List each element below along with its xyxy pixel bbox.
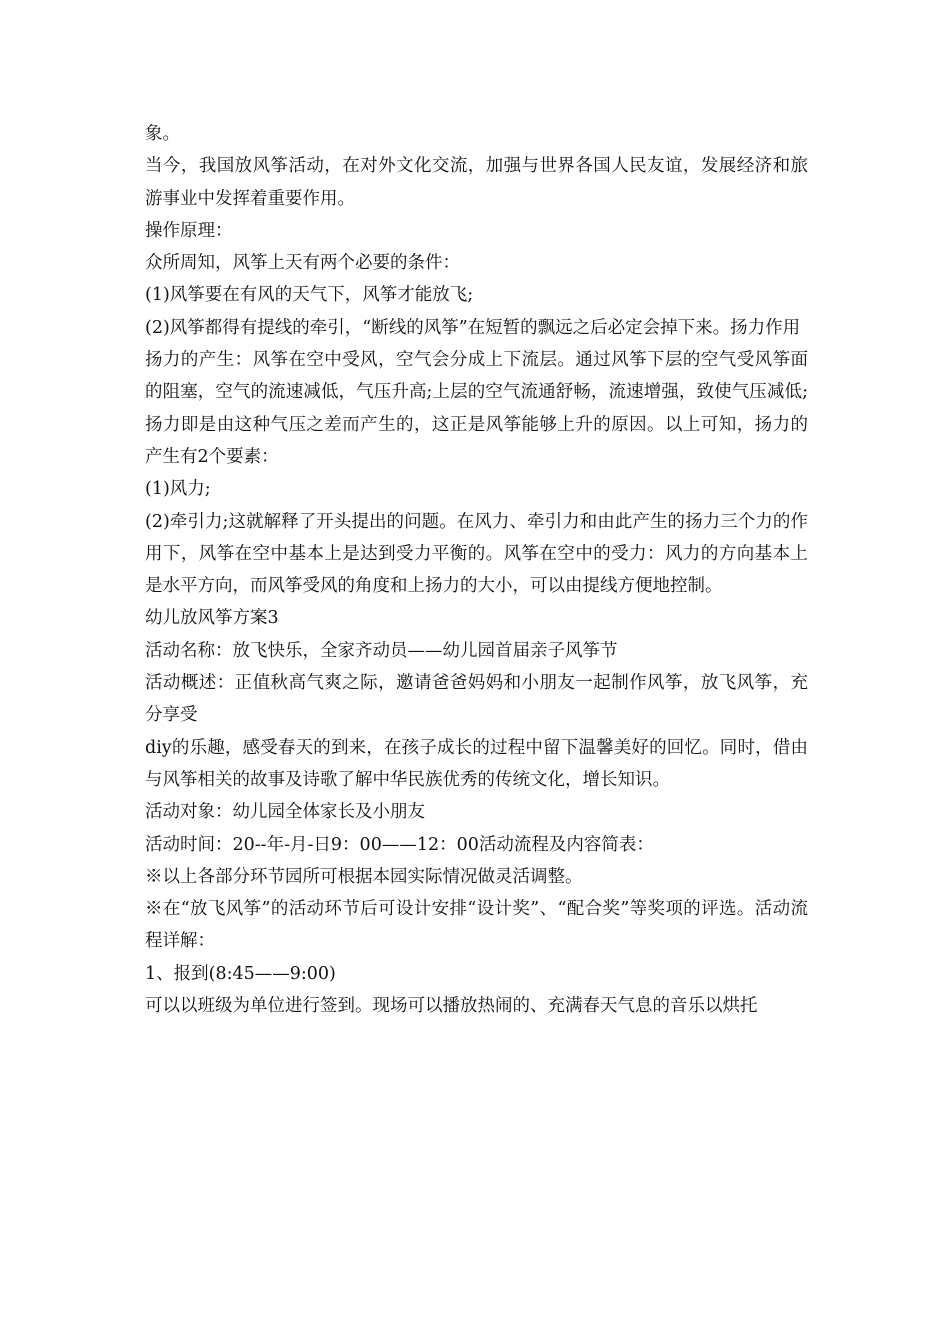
note-awards: ※在“放飞风筝”的活动环节后可设计安排“设计奖”、“配合奖”等奖项的评选。活动流程详解： xyxy=(145,899,808,952)
activity-overview: 活动概述：正值秋高气爽之际，邀请爸爸妈妈和小朋友一起制作风筝，放飞风筝，充分享受 xyxy=(145,673,808,726)
paragraph-registration-detail: 可以以班级为单位进行签到。现场可以播放热闹的、充满春天气息的音乐以烘托 xyxy=(145,996,758,1017)
activity-name: 活动名称：放飞快乐，全家齐动员——幼儿园首届亲子风筝节 xyxy=(145,640,618,661)
paragraph-conditions-intro: 众所周知，风筝上天有两个必要的条件： xyxy=(145,253,460,274)
activity-time: 活动时间：20--年-月-日9：00——12：00活动流程及内容简表： xyxy=(145,834,654,855)
paragraph-kite-culture: 当今，我国放风筝活动，在对外文化交流，加强与世界各国人民友谊，发展经济和旅游事业中发挥着重要作用。 xyxy=(145,156,808,209)
heading-operating-principle: 操作原理： xyxy=(145,220,233,241)
list-item-condition-1: (1)风筝要在有风的天气下，风筝才能放飞; xyxy=(145,285,474,306)
paragraph-lift-generation: 扬力的产生：风筝在空中受风，空气会分成上下流层。通过风筝下层的空气受风筝面的阻塞，空气的流速减低，气压升高;上层的空气流通舒畅，流速增强，致使气压减低;扬力即是由这种气压之差而产生的，这正是风筝能够上升的原因。以上可知，扬力的产生有2个要素： xyxy=(145,350,808,467)
list-item-traction-force: (2)牵引力;这就解释了开头提出的问题。在风力、牵引力和由此产生的扬力三个力的作用下，风筝在空中基本上是达到受力平衡的。风筝在空中的受力：风力的方向基本上是水平方向，而风筝受风的角度和上扬力的大小，可以由提线方便地控制。 xyxy=(145,511,808,597)
document-body xyxy=(145,118,808,1022)
step-registration: 1、报到(8:45——9:00) xyxy=(145,963,336,984)
section-title-plan-3: 幼儿放风筝方案3 xyxy=(145,608,279,629)
activity-overview-continued: diy的乐趣，感受春天的到来，在孩子成长的过程中留下温馨美好的回忆。同时，借由与风筝相关的故事及诗歌了解中华民族优秀的传统文化，增长知识。 xyxy=(145,737,808,790)
note-adjustment: ※以上各部分环节园所可根据本园实际情况做灵活调整。 xyxy=(145,866,583,887)
activity-target: 活动对象：幼儿园全体家长及小朋友 xyxy=(145,802,425,823)
list-item-condition-2: (2)风筝都得有提线的牵引，“断线的风筝”在短暂的飘远之后必定会掉下来。扬力作用 xyxy=(145,317,801,338)
list-item-wind-force: (1)风力; xyxy=(145,479,211,500)
paragraph-continuation: 象。 xyxy=(145,124,180,144)
